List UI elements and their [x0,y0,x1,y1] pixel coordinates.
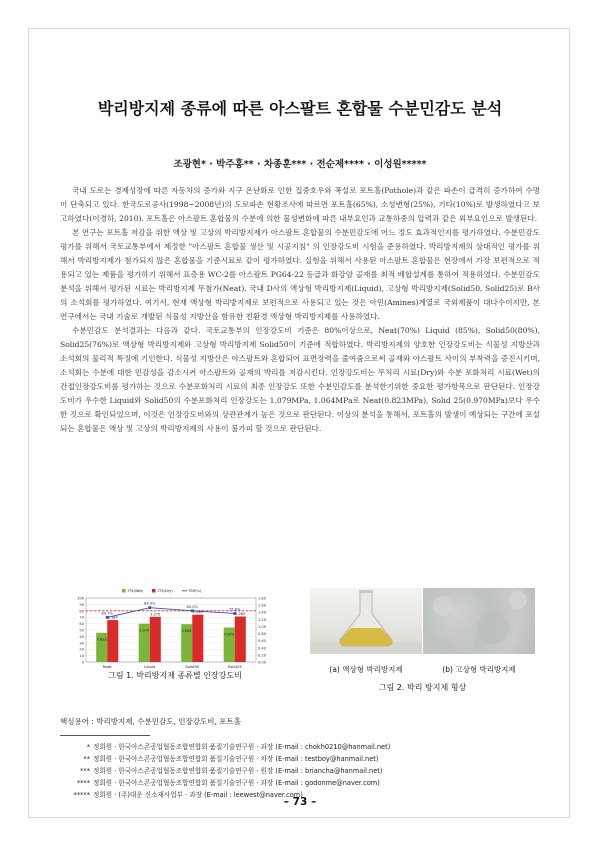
bar-value-label: 1.270 [150,612,161,617]
tsr-point [148,606,151,609]
paragraph: 국내 도로는 경제성장에 따른 자동차의 증가와 지구 온난화로 인한 집중호우와 폭설로 포트홀(Pothole)과 같은 파손이 급격히 증가하여 수명이 단축되고 있다. 한국도로공사(1998~2008년)의 도로파손 현황조사에 따르면 포트홀(65%), 소성변형(25%), 기타(10%)로 발생하였다고 보고하였다(이경하, 2010). 포트홀은 아스팔트 혼합물의 수분에 의한 물성변화에 따른 내부요인과 교통하중의 압력과 같은 외부요인으로 발생된다. [60,186,540,223]
right-tick-label: 0.80 [258,632,267,637]
bar-value-label: 1.180 [107,615,118,620]
right-tick-label: 1.80 [258,596,267,601]
figure2-sub-a: (a) 액상형 박리방지제 [329,665,403,674]
category-label: Solid25 [227,664,242,669]
tsr-line [107,608,235,618]
left-tick-label: 60 [79,622,84,627]
tsr-value-label: 80.0% [186,604,198,609]
left-tick-label: 70 [79,615,84,620]
bar-value-label: 0.823 [96,637,107,642]
bar-itsdry [107,620,118,662]
footnotes [56,741,536,801]
bar-value-label: 1.330 [192,610,203,615]
footnote-divider [60,735,150,736]
author-list: 조광현* · 박주홍** · 차종훈*** · 전순제**** · 이성원***** [173,159,427,170]
legend-label: TSR(%) [188,589,202,594]
left-tick-label: 90 [79,602,84,607]
left-tick-label: 20 [79,647,84,652]
left-tick-label: 0 [81,660,84,665]
right-tick-label: 0.60 [258,639,267,644]
keywords: 핵심용어 : 박리방지제, 수분민감도, 인장강도비, 포트홀 [60,717,241,726]
footnote-item: ***** 정회원 · (주)대운 신소재사업부 · 과장 (E-mail : leewest@naver.com) [73,791,303,799]
bar-value-label: 1.079 [139,628,150,633]
paper-title: 박리방지제 종류에 따른 아스팔트 혼합물 수분민감도 분석 [97,99,503,118]
footnote-item: * 정회원 · 한국아스콘공업협동조합연합회 품질기술연구원 · 과장 (E-mail : chokh0210@hanmail.net) [86,743,391,751]
category-label: Solid50 [185,664,200,669]
footnote-item: ** 정회원 · 한국아스콘공업협동조합연합회 품질기술연구원 · 차장 (E-mail : testboy@hanmail.net) [83,755,379,763]
right-tick-label: 0.20 [258,653,267,658]
left-tick-label: 40 [79,634,84,639]
left-tick-label: 100 [77,596,84,601]
figure2-caption: 그림 2. 박리 방지제 형상 [378,683,467,692]
right-tick-label: 1.20 [258,617,267,622]
legend-swatch [122,589,126,593]
legend-label: ITS(Dry) [158,589,173,594]
page-number: – 73 – [283,796,317,808]
bar-value-label: 0.970 [224,632,235,637]
bar-itsdry [192,615,203,662]
solid-antistrip-photo [423,588,535,654]
legend-label: ITS(Wet) [128,589,144,594]
bar-value-label: 1.280 [235,611,246,616]
right-tick-label: 0.40 [258,646,267,651]
right-tick-label: 1.60 [258,603,267,608]
tsr-chart [60,582,278,700]
bar-itsdry [235,616,246,662]
figure1-caption: 그림 1. 박리방지제 종류별 인장강도비 [108,671,242,680]
paragraph: 수분민감도 분석결과는 다음과 같다. 국토교통부의 인장강도비 기준은 80%이상으로, Neat(70%) Liquid (85%), Solid50(80%), Solid25(76%)로 액상형 박리방지제와 고상형 박리방지제 Solid50이 기준에 적합하였다. 박리방지제의 양호한 인장강도비는 식물성 지방산과 소석회의 물리적 특징에 기인한다. 식물성 지방산은 아스팔트와 혼합되어 표면장력을 줄여줌으로써 골재와 아스팔트 사이의 부착력을 증진시키며, 소석회는 수분에 대한 민감성을 감소시켜 아스팔트와 골재의 박리를 저감시킨다. 인장강도비는 무처리 시료(Dry)와 수분 포화처리 시료(Wet)의 간접인장강도비를 평가하는 것으로 수분포화처리 시료의 최종 인장강도 또한 수분민감도를 분석한기위한 중요한 평가항목으로 판단된다. 인장강도비가 우수한 Liquid와 Solid50의 수분포화처리 인장강도는 1.079MPa, 1.064MPa로 Neat(0.823MPa), Solid 25(0.970MPa)보다 우수한 것으로 확인되었으며, 이것은 인장강도비와의 상관관계가 높은 것으로 판단된다. 이상의 분석을 통해서, 포트홀의 발생이 예상되는 구간에 포설되는 혼합물은 액상 및 고상의 박리방지제의 사용이 불가피 할 것으로 판단된다. [60,326,540,433]
footnote-item: **** 정회원 · 한국아스콘공업협동조합연합회 품질기술연구원 · 과장 (E-mail : godonme@naver.com) [76,779,380,787]
right-tick-label: 1.00 [258,624,267,629]
abstract-body [60,184,540,436]
figure2-sub-b: (b) 고상형 박리방지제 [442,665,516,674]
left-tick-label: 50 [79,628,84,633]
bar-itsdry [150,617,161,662]
right-tick-label: 0.00 [258,660,267,665]
right-tick-label: 1.40 [258,610,267,615]
tsr-value-label: 75.8% [229,607,241,612]
left-tick-label: 30 [79,641,84,646]
category-label: Liquid [144,664,156,669]
left-tick-label: 80 [79,609,84,614]
legend-swatch [152,589,156,593]
tsr-value-label: 69.7% [101,611,113,616]
tsr-value-label: 84.9% [144,601,156,606]
paragraph: 본 연구는 포트홀 저감을 위한 액상 및 고상의 박리방지제가 아스팔트 혼합물의 수분민감도에 어느 정도 효과적인지를 평가하였다. 수분민감도 평가를 위해서 국토교통부에서 제정한 "아스팔트 혼합물 생산 및 시공지침" 의 인장강도비 시험을 준용하였다. 박리방지제의 상대적인 평가를 위해서 박리방지제가 첨가되지 않은 혼합물을 기준시료로 같이 평가하였다. 실험을 위해서 사용된 아스팔트 혼합물은 현장에서 가장 보편적으로 적용되고 있는 제품을 평가하기 위해서 표층용 WC-2를 아스팔트 PG64-22 등급과 화강암 골재를 최적 배합설계를 통하여 적용하였다. 수분민감도 분석을 위해서 평가된 시료는 박리방지제 무첨가(Neat), 국내 D사의 액상형 박리방지제(Liquid), 고상형 박리방지제(Solid50, Solid25)로 B사의 소석회를 평가하였다. 여기서, 현재 액상형 박리방지제로 보편적으로 사용되고 있는 것은 아민(Amines)계열로 국외제품이 대다수이지만, 본 연구에서는 국내 기술로 개발된 식물성 지방산을 함유한 친환경 액상형 박리방지제를 사용하였다. [60,228,540,321]
left-tick-label: 10 [79,654,84,659]
footnote-item: *** 정회원 · 한국아스콘공업협동조합연합회 품질기술연구원 · 원장 (E-mail : briancha@hanmail.net) [80,767,383,775]
liquid-antistrip-photo [310,588,422,654]
bar-value-label: 1.064 [181,629,192,634]
category-label: Neat [102,664,112,669]
